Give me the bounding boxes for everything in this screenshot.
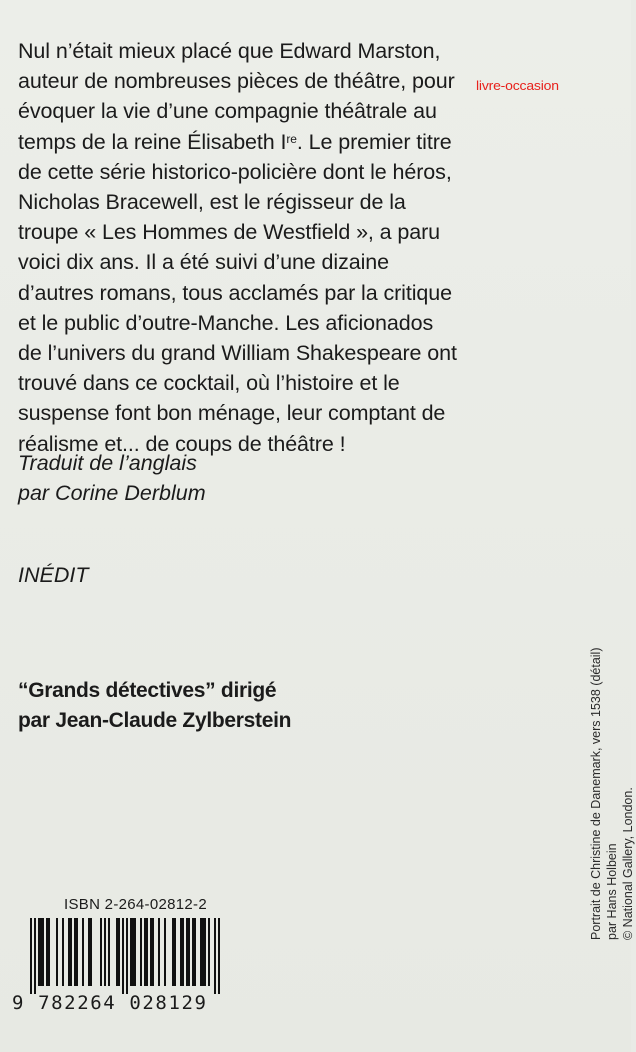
barcode-bar — [202, 918, 204, 986]
barcode-bar — [88, 918, 90, 986]
barcode-bar — [118, 918, 120, 986]
blurb-line: de l’univers du grand William Shakespeare ont — [18, 341, 457, 366]
blurb-line: Nul n’était mieux placé que Edward Marston, — [18, 39, 441, 63]
barcode-bar — [62, 918, 64, 986]
superscript: re — [286, 131, 297, 146]
barcode-bar — [46, 918, 48, 986]
isbn-label: ISBN 2-264-02812-2 — [64, 896, 207, 913]
barcode-bar — [208, 918, 210, 986]
barcode-bar — [214, 918, 216, 994]
barcode-bar — [40, 918, 42, 986]
barcode — [30, 918, 220, 994]
barcode-bar — [152, 918, 154, 986]
blurb-line: réalisme et... de coups de théâtre ! — [18, 431, 346, 456]
barcode-bar — [194, 918, 196, 986]
barcode-bar — [158, 918, 160, 986]
barcode-bar — [132, 918, 134, 986]
barcode-bar — [38, 918, 40, 986]
barcode-bar — [174, 918, 176, 986]
barcode-bar — [104, 918, 106, 986]
barcode-bar — [172, 918, 174, 986]
seller-stamp: livre-occasion — [476, 77, 559, 93]
credit-line: par Hans Holbein — [605, 843, 619, 940]
blurb-line: de cette série historico-policière dont le héros, — [18, 159, 452, 184]
translator-line: Traduit de l’anglais — [18, 451, 197, 475]
barcode-bar — [204, 918, 206, 986]
barcode-bar — [34, 918, 36, 994]
roman-numeral: I — [280, 129, 287, 154]
blurb-line: d’autres romans, tous acclamés par la critique — [18, 280, 452, 305]
barcode-bar — [90, 918, 92, 986]
barcode-bar — [130, 918, 132, 986]
blurb-line: et le public d’outre-Manche. Les aficionados — [18, 310, 434, 335]
blurb-line — [18, 127, 603, 157]
barcode-number: 9 782264 028129 — [12, 992, 208, 1014]
barcode-bar — [182, 918, 184, 986]
collection-line: “Grands détectives” dirigé — [18, 679, 277, 702]
barcode-bar — [74, 918, 76, 986]
barcode-bar — [150, 918, 152, 986]
barcode-bar — [108, 918, 110, 986]
barcode-bar — [180, 918, 182, 986]
barcode-bar — [116, 918, 118, 986]
blurb-line-part: temps de la reine Élisabeth — [18, 129, 281, 154]
barcode-bar — [48, 918, 50, 986]
credit-line: © National Gallery, London. — [621, 787, 635, 940]
barcode-bar — [140, 918, 142, 986]
blurb-line: auteur de nombreuses pièces de théâtre, pour — [18, 69, 455, 94]
blurb-line: trouvé dans ce cocktail, où l’histoire et le — [18, 371, 400, 396]
blurb-line: troupe « Les Hommes de Westfield », a paru — [18, 220, 441, 245]
barcode-bar — [146, 918, 148, 986]
barcode-bar — [192, 918, 194, 986]
blurb-line: voici dix ans. Il a été suivi d’une dizaine — [18, 250, 389, 275]
blurb-line-part: . Le premier titre — [296, 129, 452, 154]
barcode-bar — [122, 918, 124, 994]
collection-line: par Jean-Claude Zylberstein — [18, 709, 292, 732]
cover-image-credit — [588, 648, 636, 941]
barcode-bar — [164, 918, 166, 986]
barcode-bar — [200, 918, 202, 986]
barcode-bar — [76, 918, 78, 986]
barcode-bar — [70, 918, 72, 986]
collection-credit — [18, 676, 291, 736]
barcode-bar — [188, 918, 190, 986]
translator-credit — [18, 448, 206, 508]
inedit-label: INÉDIT — [18, 563, 89, 587]
barcode-bar — [186, 918, 188, 986]
blurb-line: évoquer la vie d’une compagnie théâtrale au — [18, 99, 437, 124]
credit-line: Portrait de Christine de Danemark, vers 1538 (détail) — [589, 647, 603, 940]
blurb-line: Nicholas Bracewell, est le régisseur de la — [18, 190, 406, 215]
barcode-bar — [30, 918, 32, 994]
barcode-bar — [134, 918, 136, 986]
barcode-bar — [56, 918, 58, 986]
blurb-line: suspense font bon ménage, leur comptant de — [18, 401, 446, 426]
barcode-bar — [218, 918, 220, 994]
blurb-text — [18, 36, 603, 459]
barcode-bar — [68, 918, 70, 986]
barcode-bar — [42, 918, 44, 986]
barcode-bar — [100, 918, 102, 986]
barcode-bar — [144, 918, 146, 986]
barcode-bar — [82, 918, 84, 986]
translator-line: par Corine Derblum — [18, 481, 206, 505]
barcode-bar — [126, 918, 128, 994]
